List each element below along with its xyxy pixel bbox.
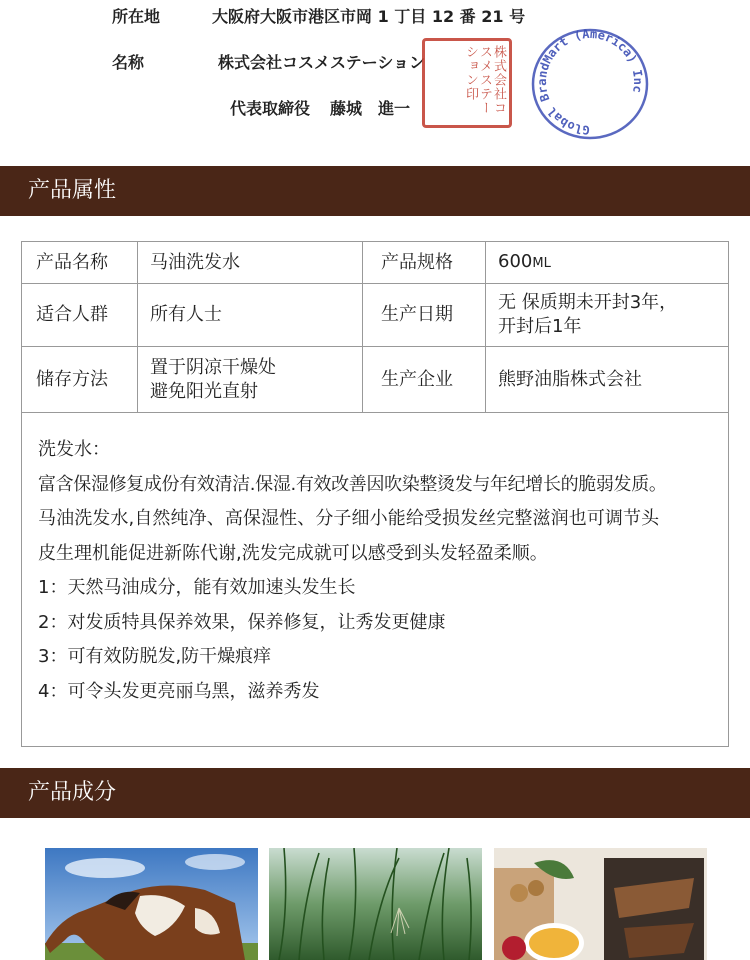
table-cell-value [486,284,729,347]
company-red-stamp: 株式会社コスメステーション印 [422,38,512,128]
storage-line-2: 避免阳光直射 [150,380,258,402]
address-value: 大阪府大阪市港区市岡 1 丁目 12 番 21 号 [212,7,526,26]
table-cell-label: 产品规格 [363,242,486,284]
description-line: 2：对发质特具保养效果，保养修复，让秀发更健康 [38,611,446,633]
company-blue-seal [528,26,652,144]
storage-line-1: 置于阴凉干燥处 [150,356,276,378]
table-cell-label: 储存方法 [22,347,138,413]
blue-seal-text: Global BrandMart (America) Inc [535,26,646,138]
description-heading: 洗发水： [38,439,110,460]
grass-photo [269,848,482,960]
table-row [22,347,729,413]
address-label: 所在地 [112,7,161,26]
section-title-attributes: 产品属性 [0,166,750,216]
table-cell-label: 适合人群 [22,284,138,347]
table-cell-label: 生产企业 [363,347,486,413]
table-cell-value [486,242,729,284]
description-line: 皮生理机能促进新陈代谢,洗发完成就可以感受到头发轻盈柔顺。 [38,542,548,564]
production-date-line-2: 开封后1年 [498,316,582,337]
table-cell-value [138,347,363,413]
herbs-photo [494,848,707,960]
representative-title: 代表取締役 [230,99,311,118]
attribute-table [21,241,729,413]
spec-unit: ML [532,255,551,271]
company-name-value: 株式会社コスメステーション [218,53,426,72]
description-line: 马油洗发水,自然纯净、高保湿性、分子细小能给受损发丝完整滋润也可调节头 [38,508,660,529]
svg-text:Global BrandMart (America) Inc [535,27,645,137]
horse-photo [45,848,258,960]
table-row [22,284,729,347]
table-cell-value: 熊野油脂株式会社 [486,347,729,413]
description-line: 3：可有效防脱发,防干燥痕痒 [38,646,272,667]
description-line: 1：天然马油成分，能有效加速头发生长 [38,577,356,598]
representative-name: 藤城 進一 [330,99,411,118]
table-cell-label: 产品名称 [22,242,138,284]
description-line: 4：可令头发更亮丽乌黑，滋养秀发 [38,680,320,702]
company-info [0,0,750,150]
spec-number: 600 [498,250,533,272]
production-date-line-1: 无 保质期未开封3年， [498,292,678,313]
product-description [21,413,729,747]
table-cell-value: 马油洗发水 [138,242,363,284]
table-row [22,242,729,284]
section-title-ingredients: 产品成分 [0,768,750,818]
description-line: 富含保湿修复成份有效清洁.保湿.有效改善因吹染整烫发与年纪增长的脆弱发质。 [38,473,667,495]
company-name-label: 名称 [112,53,145,72]
table-cell-value: 所有人士 [138,284,363,347]
table-cell-label: 生产日期 [363,284,486,347]
